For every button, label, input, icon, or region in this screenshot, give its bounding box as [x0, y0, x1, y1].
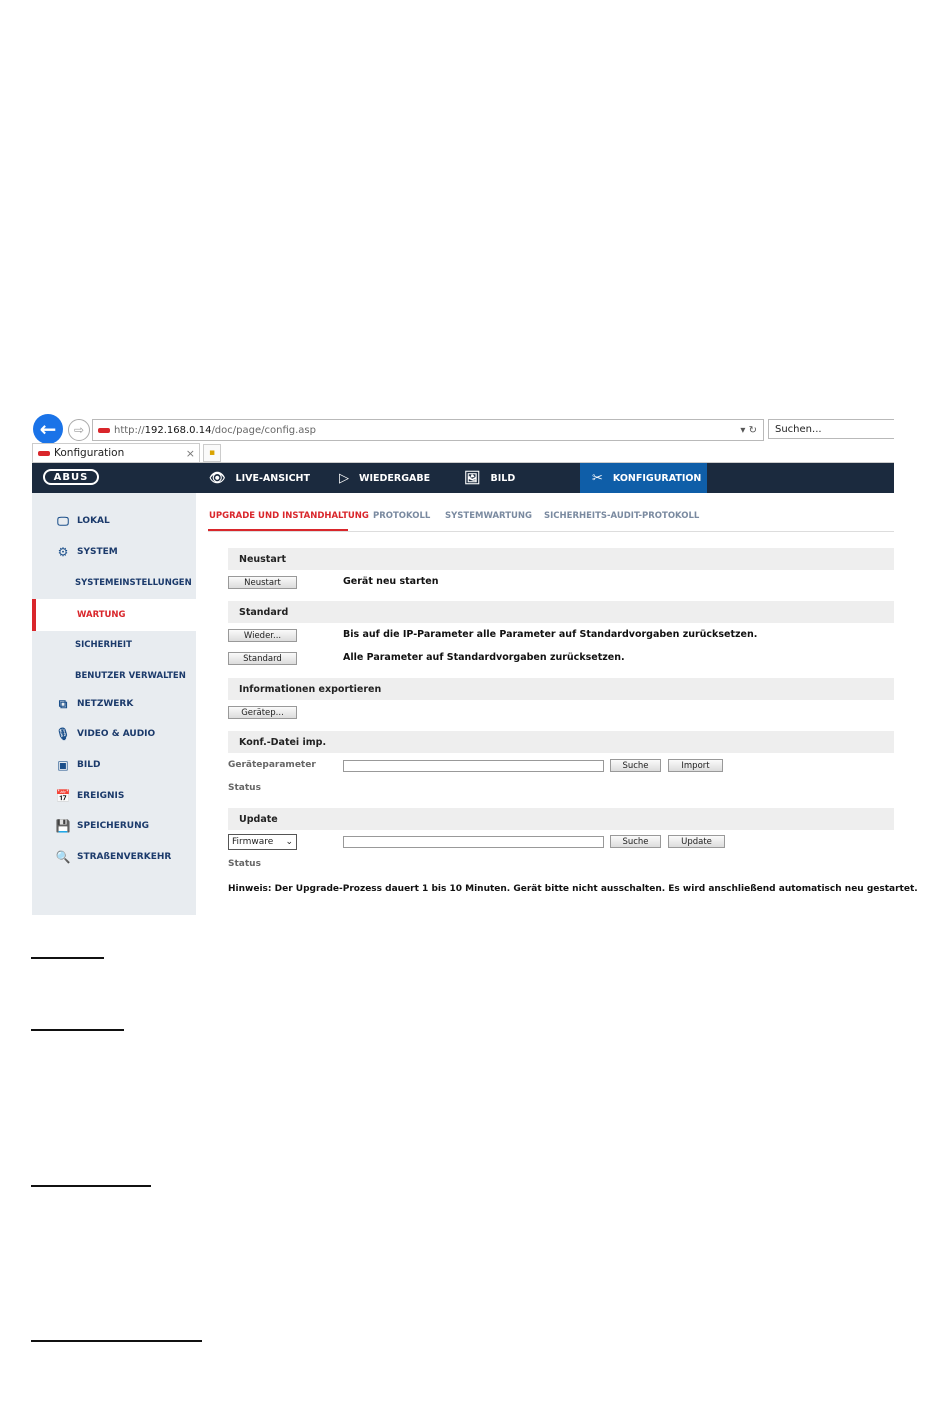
tab-protokoll[interactable]: PROTOKOLL [373, 511, 431, 521]
tab-upgrade-instandhaltung[interactable]: UPGRADE UND INSTANDHALTUNG [209, 511, 369, 521]
refresh-icon[interactable]: ▾ ↻ [740, 424, 757, 436]
nav-playback-label: WIEDERGABE [359, 472, 431, 484]
close-icon[interactable]: × [185, 446, 195, 460]
sidebar-item-system[interactable] [32, 540, 196, 564]
sidebar-item-strassenverkehr[interactable] [32, 845, 196, 869]
heading-underline [31, 1185, 151, 1187]
network-icon: ⧉ [58, 696, 68, 711]
url-path: /doc/page/config.asp [211, 424, 316, 436]
forward-button[interactable] [68, 419, 90, 441]
sidebar-item-video-audio[interactable] [32, 722, 196, 746]
disk-icon: 💾 [55, 819, 71, 833]
traffic-search-icon: 🔍 [55, 850, 71, 864]
nav-image-label: BILD [490, 472, 516, 484]
sidebar-item-ereignis[interactable] [32, 784, 196, 808]
update-file-input[interactable] [343, 836, 604, 848]
reboot-button[interactable]: Neustart [228, 576, 297, 589]
microphone-icon: 🎙 [55, 727, 71, 741]
tab-favicon-icon [38, 451, 50, 456]
update-type-value: Firmware [232, 837, 274, 847]
tab-divider [208, 531, 894, 532]
sidebar-item-label: SICHERHEIT [75, 640, 132, 650]
sidebar-item-wartung[interactable] [32, 599, 196, 631]
abus-logo: ABUS [43, 469, 99, 485]
sidebar-item-label: NETZWERK [77, 699, 134, 709]
section-update-header: Update [228, 808, 894, 830]
sidebar-item-speicherung[interactable] [32, 814, 196, 838]
arrow-right-icon: ⇨ [73, 423, 85, 437]
top-navigation [32, 463, 894, 493]
sidebar-item-lokal[interactable] [32, 509, 196, 533]
section-neustart-header: Neustart [228, 548, 894, 570]
import-button[interactable]: Import [668, 759, 723, 772]
nav-playback[interactable] [339, 463, 430, 493]
default-description: Alle Parameter auf Standardvorgaben zurücksetzen. [343, 652, 625, 663]
tools-icon: ✂ [592, 470, 603, 486]
tab-systemwartung[interactable]: SYSTEMWARTUNG [445, 511, 532, 521]
import-file-input[interactable] [343, 760, 604, 772]
sidebar-item-benutzer-verwalten[interactable] [32, 664, 196, 688]
image-icon: 🖼 [464, 470, 481, 486]
url-host: 192.168.0.14 [144, 424, 212, 436]
tab-sicherheits-audit-protokoll[interactable]: SICHERHEITS-AUDIT-PROTOKOLL [544, 511, 700, 521]
image-icon: ▣ [57, 758, 69, 772]
update-status-label: Status [228, 859, 261, 869]
reboot-description: Gerät neu starten [343, 576, 439, 587]
calendar-icon: 📅 [55, 789, 71, 803]
restore-button[interactable]: Wieder... [228, 629, 297, 642]
sidebar-item-label: SYSTEMEINSTELLUNGEN [75, 578, 192, 588]
monitor-icon: 🖵 [57, 513, 69, 528]
heading-underline [31, 1340, 202, 1342]
sidebar-item-systemeinstellungen[interactable] [32, 571, 196, 595]
sidebar-item-netzwerk[interactable] [32, 692, 196, 716]
default-button[interactable]: Standard [228, 652, 297, 665]
sidebar-item-bild[interactable] [32, 753, 196, 777]
section-standard-header: Standard [228, 601, 894, 623]
sidebar-item-label: SPEICHERUNG [77, 821, 150, 831]
section-import-header: Konf.-Datei imp. [228, 731, 894, 753]
import-browse-button[interactable]: Suche [610, 759, 661, 772]
back-button[interactable] [33, 414, 63, 444]
import-status-label: Status [228, 783, 261, 793]
update-browse-button[interactable]: Suche [610, 835, 661, 848]
arrow-left-icon: ← [39, 417, 57, 441]
tab-title: Konfiguration [54, 447, 125, 459]
site-favicon-icon [98, 428, 110, 433]
address-bar[interactable] [92, 419, 764, 441]
new-tab-button[interactable] [203, 444, 221, 462]
sidebar-item-sicherheit[interactable] [32, 633, 196, 657]
sidebar-item-label: BENUTZER VERWALTEN [75, 671, 186, 681]
browser-search-input[interactable]: Suchen... [768, 419, 894, 439]
play-icon: ▷ [339, 470, 349, 486]
eye-icon: 👁 [209, 470, 226, 486]
heading-underline [31, 957, 104, 959]
sidebar-item-label: SYSTEM [77, 547, 118, 557]
sidebar-item-label: STRAßENVERKEHR [77, 852, 172, 862]
sidebar-item-label: BILD [77, 760, 101, 770]
device-params-label: Geräteparameter [228, 760, 316, 770]
heading-underline [31, 1029, 124, 1031]
url-prefix: http:// [114, 424, 145, 436]
nav-configuration-label: KONFIGURATION [612, 472, 702, 484]
sidebar-item-label: WARTUNG [77, 610, 126, 620]
update-type-select[interactable] [228, 834, 297, 850]
nav-configuration[interactable] [580, 463, 707, 493]
gear-icon: ⚙ [57, 545, 69, 559]
upgrade-note: Hinweis: Der Upgrade-Prozess dauert 1 bis 10 Minuten. Gerät bitte nicht ausschalten. Es wird anschließend automatisch neu gestartet. [228, 884, 918, 894]
update-button[interactable]: Update [668, 835, 725, 848]
chevron-down-icon: ⌄ [285, 837, 293, 847]
sidebar-item-label: EREIGNIS [77, 791, 125, 801]
new-tab-icon: ▪ [208, 448, 216, 458]
sidebar-item-label: VIDEO & AUDIO [77, 729, 156, 739]
browser-tab[interactable] [32, 443, 200, 462]
nav-live-view-label: LIVE-ANSICHT [235, 472, 310, 484]
export-device-params-button[interactable]: Gerätep... [228, 706, 297, 719]
restore-description: Bis auf die IP-Parameter alle Parameter auf Standardvorgaben zurücksetzen. [343, 629, 758, 640]
nav-live-view[interactable] [209, 463, 310, 493]
sidebar-item-label: LOKAL [77, 516, 110, 526]
nav-image[interactable] [464, 463, 515, 493]
section-export-header: Informationen exportieren [228, 678, 894, 700]
